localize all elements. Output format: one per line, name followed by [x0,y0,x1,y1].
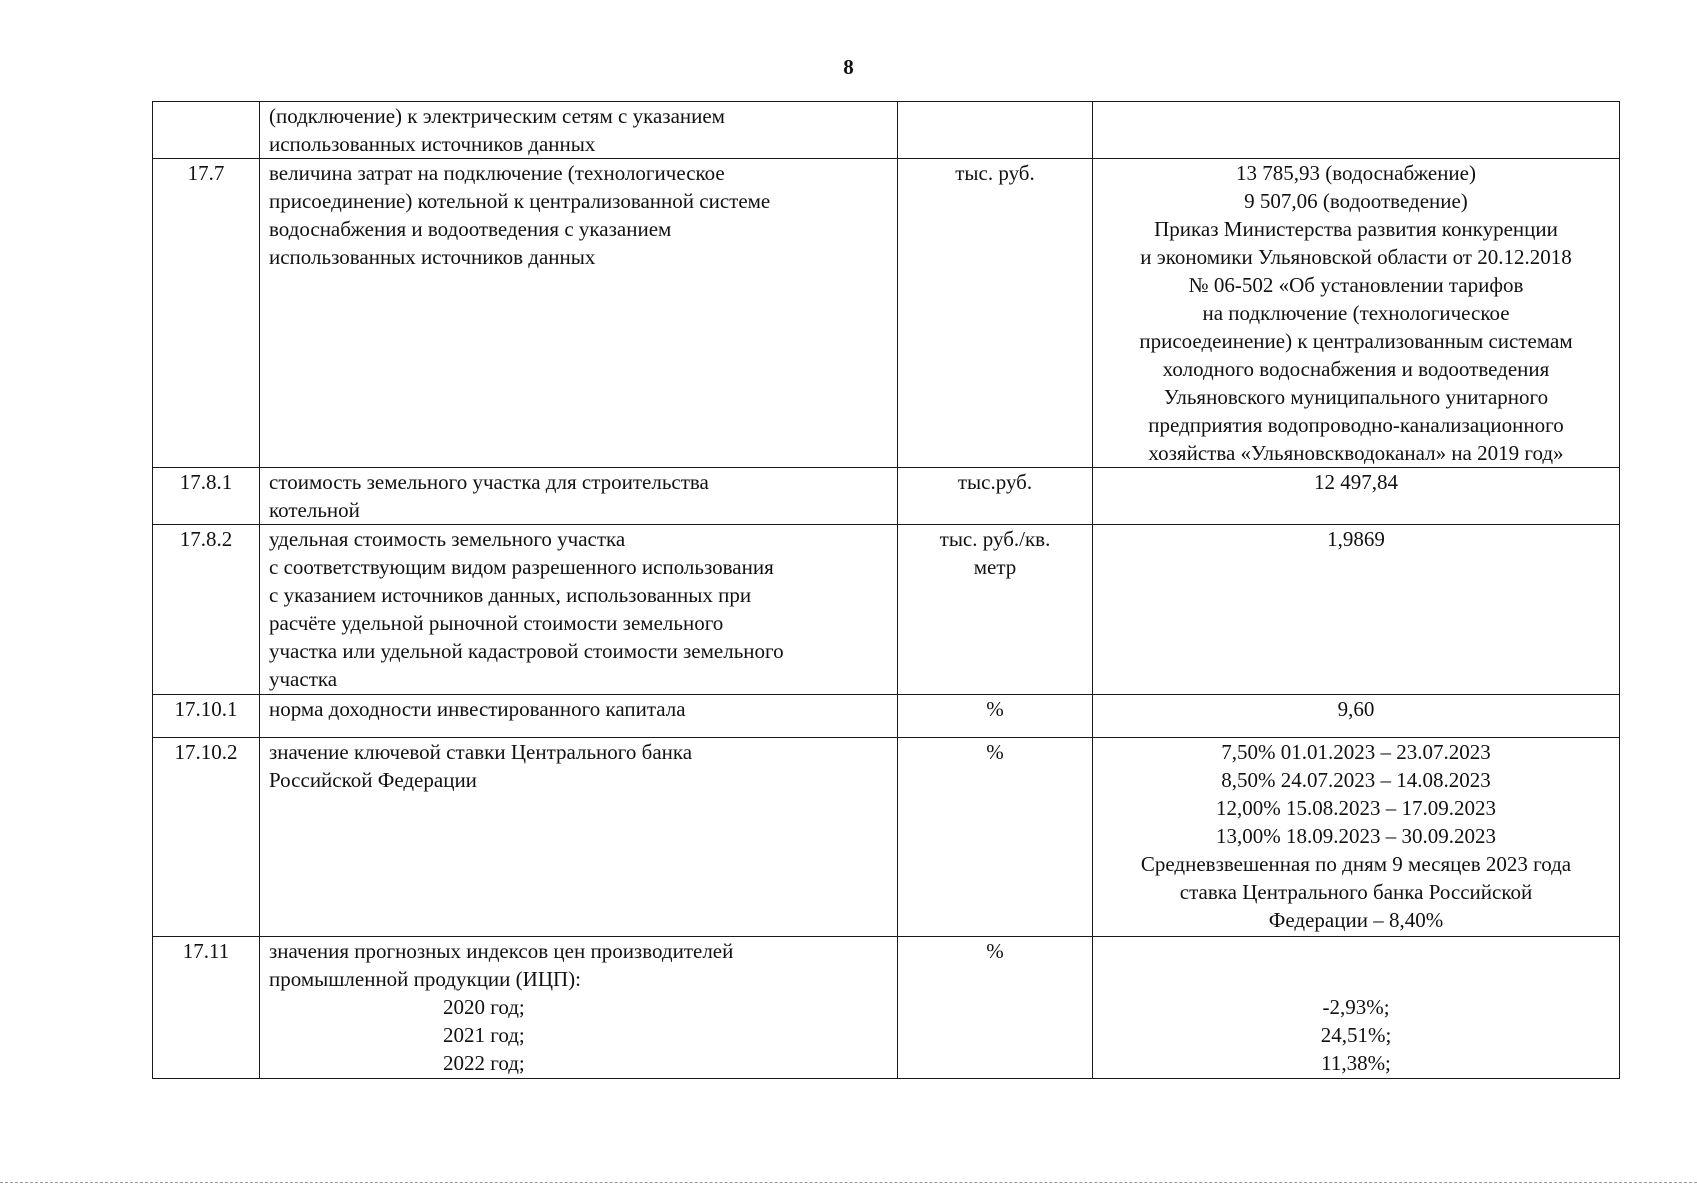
value-line: № 06-502 «Об установлении тарифов [1188,273,1524,297]
table-row [153,525,1620,695]
value-line: 9,60 [1337,697,1375,721]
row-value [1093,159,1620,468]
row-description [260,738,898,937]
year-line: 2022 год; [443,1051,525,1075]
row-unit [898,525,1093,695]
value-line: на подключение (технологическое [1202,301,1510,325]
row-number: 17.11 [153,937,260,1079]
parameters-table [152,101,1620,1079]
value-line: 8,50% 24.07.2023 – 14.08.2023 [1221,768,1491,792]
description-line: значения прогнозных индексов цен производителей [269,939,734,963]
year-line: 2021 год; [443,1023,525,1047]
value-line: Приказ Министерства развития конкуренции [1154,217,1558,241]
description-line: стоимость земельного участка для строительства [269,470,709,494]
description-line: котельной [269,498,360,522]
unit-line: метр [973,555,1017,579]
value-line: 1,9869 [1327,527,1385,551]
row-value [1093,468,1620,525]
value-line: 7,50% 01.01.2023 – 23.07.2023 [1221,740,1491,764]
unit-line: % [986,740,1004,764]
row-number: 17.10.1 [153,695,260,738]
table-row [153,468,1620,525]
row-description [260,695,898,738]
unit-line: тыс. руб./кв. [939,527,1051,551]
unit-line: % [986,697,1004,721]
table-row [153,159,1620,468]
page-number: 8 [843,55,854,79]
value-line: 9 507,06 (водоотведение) [1244,189,1468,213]
row-unit [898,468,1093,525]
value-line: -2,93%; [1322,995,1390,1019]
row-value [1093,102,1620,159]
value-line: 24,51%; [1320,1023,1392,1047]
description-line: водоснабжения и водоотведения с указанием [269,217,672,241]
value-line: присоедеинение) к централизованным системам [1139,329,1573,353]
value-line: 13 785,93 (водоснабжение) [1235,161,1476,185]
description-line: с указанием источников данных, использованных при [269,583,752,607]
row-number: 17.7 [153,159,260,468]
value-line: Федерации – 8,40% [1268,908,1444,932]
description-line: величина затрат на подключение (технологическое [269,161,725,185]
description-line: использованных источников данных [269,245,596,269]
value-line: хозяйства «Ульяновскводоканал» на 2019 год» [1148,441,1564,465]
row-unit [898,738,1093,937]
description-line: Российской Федерации [269,768,477,792]
row-value [1093,695,1620,738]
value-line: предприятия водопроводно-канализационного [1148,413,1564,437]
row-number: 17.8.2 [153,525,260,695]
row-value [1093,738,1620,937]
row-number [153,102,260,159]
table-row [153,937,1620,1079]
description-line: участка или удельной кадастровой стоимости земельного [269,639,784,663]
row-description [260,937,898,1079]
value-line: ставка Центрального банка Российской [1179,880,1533,904]
description-line: удельная стоимость земельного участка [269,527,626,551]
description-line: промышленной продукции (ИЦП): [269,967,581,991]
description-line: расчёте удельной рыночной стоимости земельного [269,611,724,635]
value-line: холодного водоснабжения и водоотведения [1162,357,1550,381]
value-line: Средневзвешенная по дням 9 месяцев 2023 года [1140,852,1572,876]
description-line: (подключение) к электрическим сетям с указанием [269,104,725,128]
value-line: и экономики Ульяновской области от 20.12.2018 [1140,245,1572,269]
value-line [1093,937,1619,965]
table-row [153,102,1620,159]
row-description [260,102,898,159]
row-description [260,468,898,525]
unit-line: тыс. руб. [955,161,1035,185]
table-row [153,695,1620,738]
unit-line: тыс.руб. [957,470,1033,494]
value-line: 11,38%; [1321,1051,1391,1075]
description-line: присоединение) котельной к централизованной системе [269,189,771,213]
year-line: 2020 год; [443,995,525,1019]
description-line: с соответствующим видом разрешенного использования [269,555,774,579]
row-unit [898,159,1093,468]
row-unit [898,937,1093,1079]
description-line: использованных источников данных [269,132,596,156]
value-line: 12 497,84 [1314,470,1398,494]
row-value [1093,937,1620,1079]
value-line [1093,965,1619,993]
row-value [1093,525,1620,695]
description-line: значение ключевой ставки Центрального банка [269,740,693,764]
row-description [260,525,898,695]
row-unit [898,102,1093,159]
description-line: участка [269,667,338,691]
row-description [260,159,898,468]
table-row [153,738,1620,937]
value-line: 13,00% 18.09.2023 – 30.09.2023 [1216,824,1496,848]
value-line: 12,00% 15.08.2023 – 17.09.2023 [1216,796,1496,820]
unit-line: % [986,939,1004,963]
description-line: норма доходности инвестированного капитала [269,697,686,721]
row-number: 17.10.2 [153,738,260,937]
row-unit [898,695,1093,738]
value-line: Ульяновского муниципального унитарного [1163,385,1549,409]
scan-edge-line [0,1182,1697,1183]
row-number: 17.8.1 [153,468,260,525]
